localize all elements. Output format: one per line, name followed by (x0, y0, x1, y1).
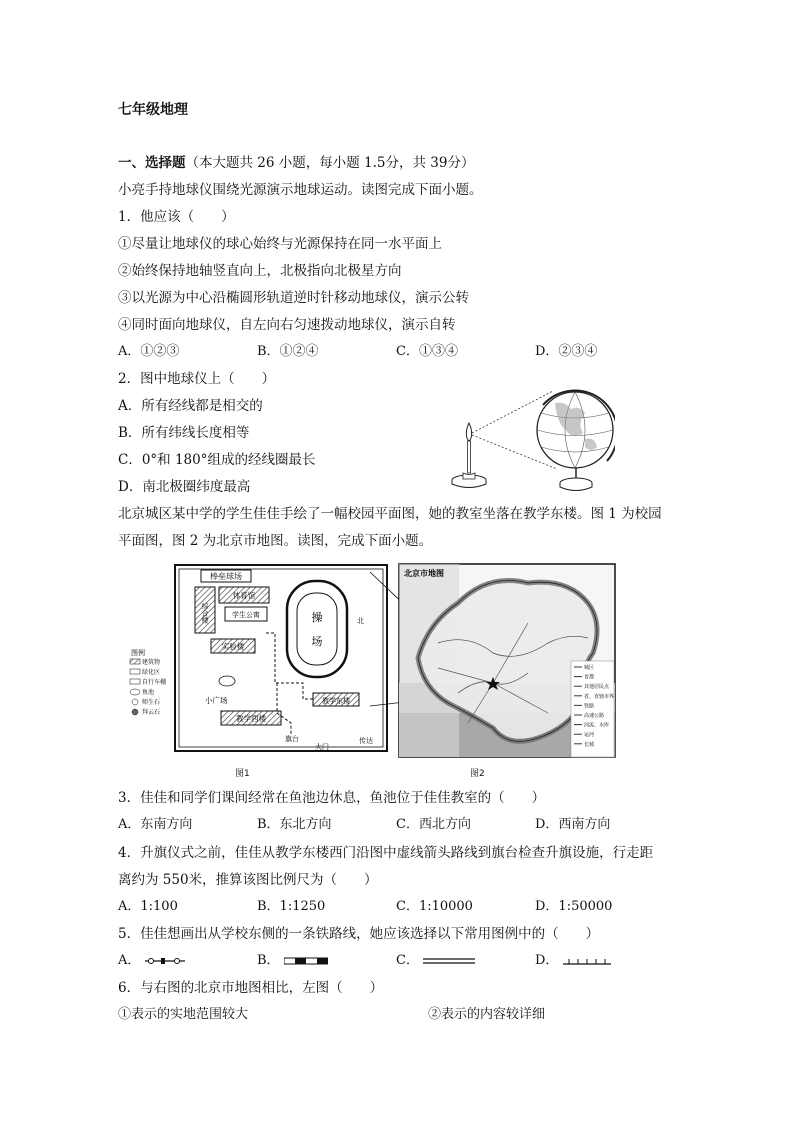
legend-item-3: 自行车棚 (142, 679, 167, 686)
beijing-legend-item: 其他居民点 (584, 684, 610, 691)
q4-stem-2: 离约为 550米，推算该图比例尺为（ ） (118, 872, 378, 888)
section-heading: 一、选择题 (118, 155, 186, 171)
beijing-legend-item: 高速公路 (584, 713, 605, 719)
playground-label-a: 操 (311, 611, 323, 624)
q5-stem: 5．佳佳想画出从学校东侧的一条铁路线，她应该选择以下常用图例中的（ ） (118, 926, 600, 942)
globe-candle-illustration (445, 383, 615, 495)
q4-option-b: B．1:1250 (257, 899, 326, 914)
beijing-legend-item: 首都 (584, 674, 595, 681)
symbol-railway-icon (284, 956, 328, 966)
q5-option-a (118, 952, 185, 970)
beijing-legend-item: 城区 (584, 665, 595, 671)
figure-2-caption: 图2 (470, 769, 485, 779)
q1-statement-4: ④同时面向地球仪，自左向右匀速拨动地球仪，演示自转 (118, 317, 456, 333)
candle-icon (452, 423, 486, 488)
q1-statement-3: ③以光源为中心沿椭圆形轨道逆时针移动地球仪，演示公转 (118, 290, 469, 306)
beijing-legend-item: 运河 (584, 732, 595, 739)
legend-item-1: 建筑物 (142, 659, 161, 666)
beijing-legend-item: 铁路 (584, 703, 595, 710)
q3-option-b: B．东北方向 (257, 817, 332, 832)
q6-statement-1: ①表示的实地范围较大 (118, 1007, 249, 1022)
q2-option-c: C．0°和 180°组成的经线圈最长 (118, 452, 316, 468)
q6-statement-2: ②表示的内容较详细 (428, 1007, 546, 1022)
campus-plan-map (127, 563, 392, 758)
q5-option-c (396, 952, 475, 970)
q5-option-a-label: A． (118, 953, 141, 968)
lab-label: 实验楼 (221, 642, 245, 651)
q1-stem: 1．他应该（ ） (118, 209, 235, 225)
symbol-highway-icon (423, 956, 475, 966)
legend-item-5: 师生石 (142, 699, 161, 706)
legend-item-6: 拜云石 (142, 709, 161, 716)
q3-stem: 3．佳佳和同学们课间经常在鱼池边休息，鱼池位于佳佳教室的（ ） (118, 790, 546, 806)
intro-text-2a: 北京城区某中学的学生佳佳手绘了一幅校园平面图，她的教室坐落在教学东楼。图 1 为校园 (118, 506, 662, 522)
beijing-city-map (398, 563, 616, 758)
q2-stem: 2．图中地球仪上（ ） (118, 371, 276, 387)
q1-option-a: A．①②③ (118, 344, 180, 359)
q3-option-d: D．西南方向 (535, 817, 611, 832)
q3-option-a: A．东南方向 (118, 817, 193, 832)
q1-option-b: B．①②④ (257, 344, 319, 359)
q6-stem: 6．与右图的北京市地图相比，左图（ ） (118, 980, 384, 996)
beijing-legend-item: 河流、水库 (584, 722, 610, 729)
beijing-legend-item: 长城 (584, 741, 595, 748)
beijing-legend-item: 省、直辖市界 (584, 693, 615, 700)
q1-option-d: D．②③④ (535, 344, 598, 359)
q3-option-c: C．西北方向 (396, 817, 471, 832)
section-heading-line (118, 154, 475, 172)
q1-statement-1: ①尽量让地球仪的球心始终与光源保持在同一水平面上 (118, 236, 442, 252)
intro-text-2b: 平面图，图 2 为北京市地图。读图，完成下面小题。 (118, 533, 433, 549)
fish-pond-icon (219, 676, 235, 686)
flag-label: 旗台 (285, 735, 299, 743)
symbol-bridge-icon (145, 956, 185, 966)
q5-option-b (257, 952, 328, 970)
beijing-map-title: 北京市地图 (404, 569, 444, 578)
playground-label-b: 场 (311, 635, 323, 648)
q2-option-a: A．所有经线都是相交的 (118, 398, 263, 414)
east-building-label: 教学东楼 (322, 697, 350, 705)
q5-option-d-label: D． (535, 953, 559, 968)
guard-label: 传达 (359, 737, 373, 745)
q5-option-d (535, 952, 611, 970)
gym-label: 体育馆 (232, 591, 256, 600)
q4-option-d: D．1:50000 (535, 899, 613, 914)
symbol-great-wall-icon (563, 956, 611, 966)
q4-option-a: A．1:100 (118, 899, 178, 914)
q2-option-b: B．所有纬线长度相等 (118, 425, 250, 441)
q1-option-c: C．①③④ (396, 344, 458, 359)
figure-1-caption: 图1 (235, 769, 250, 779)
legend-item-4: 鱼池 (142, 689, 155, 696)
q5-option-b-label: B． (257, 953, 280, 968)
gate-label: 大门 (315, 743, 329, 751)
legend-title: 图例 (131, 649, 145, 657)
q4-option-c: C．1:10000 (396, 899, 473, 914)
section-note: （本大题共 26 小题，每小题 1.5分，共 39分） (185, 155, 475, 171)
west-building-label: 教学西楼 (236, 714, 266, 723)
q2-option-d: D．南北极圈纬度最高 (118, 479, 251, 495)
intro-text-1: 小亮手持地球仪围绕光源演示地球运动。读图完成下面小题。 (118, 182, 483, 198)
complex-label: 综合楼 (201, 602, 209, 624)
apartment-label: 学生公寓 (232, 611, 260, 619)
north-label: 北 (357, 617, 364, 625)
globe-icon (537, 390, 615, 490)
plaza-label: 小广场 (205, 696, 228, 705)
legend-item-2: 绿化区 (142, 669, 161, 676)
paper-title: 七年级地理 (118, 102, 188, 118)
q5-option-c-label: C． (396, 953, 419, 968)
stadium-label: 棒垒球场 (210, 572, 242, 581)
q4-stem-1: 4．升旗仪式之前，佳佳从教学东楼西门沿图中虚线箭头路线到旗台检查升旗设施，行走距 (118, 845, 654, 861)
q1-statement-2: ②始终保持地轴竖直向上，北极指向北极星方向 (118, 263, 402, 279)
